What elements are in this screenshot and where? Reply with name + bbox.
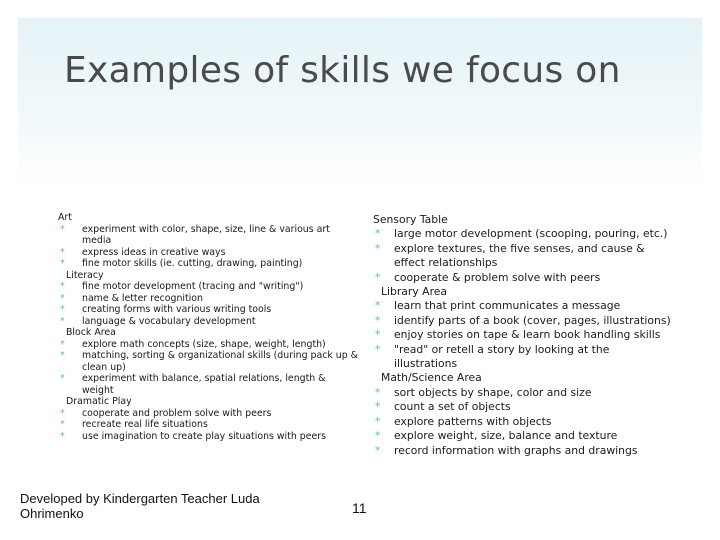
list-item-text: matching, sorting & organizational skills (during pack up & clean up) — [82, 350, 358, 373]
asterisk-bullet-icon: * — [375, 443, 381, 457]
list-item-text: sort objects by shape, color and size — [394, 385, 592, 399]
list-item — [58, 316, 358, 328]
list-item-text: name & letter recognition — [82, 292, 203, 304]
list-item — [373, 400, 673, 414]
page-number: 11 — [352, 500, 367, 516]
list-item — [58, 339, 358, 351]
asterisk-bullet-icon: * — [60, 338, 65, 350]
list-item-text: record information with graphs and drawings — [394, 443, 638, 457]
list-item-text: fine motor development (tracing and "writing") — [82, 281, 304, 292]
asterisk-bullet-icon: * — [375, 342, 381, 356]
list-item — [58, 293, 358, 305]
asterisk-bullet-icon: * — [375, 429, 381, 443]
asterisk-bullet-icon: * — [60, 292, 65, 304]
section-heading: Sensory Table — [373, 213, 448, 226]
footer-credit: Developed by Kindergarten Teacher Luda Ohrimenko — [20, 491, 260, 521]
list-item-text: explore patterns with objects — [394, 414, 552, 428]
section-heading: Math/Science Area — [381, 371, 482, 385]
asterisk-bullet-icon: * — [375, 414, 381, 428]
left-column — [58, 212, 358, 442]
asterisk-bullet-icon: * — [375, 241, 381, 255]
section-list — [373, 386, 673, 458]
section-heading: Literacy — [66, 269, 104, 281]
list-item — [58, 350, 358, 373]
list-item-text: cooperate & problem solve with peers — [394, 270, 601, 284]
asterisk-bullet-icon: * — [375, 227, 381, 241]
list-item-text: enjoy stories on tape & learn book handling skills — [394, 328, 661, 342]
list-item — [373, 299, 673, 313]
asterisk-bullet-icon: * — [60, 430, 65, 442]
title-background-band — [18, 18, 702, 188]
asterisk-bullet-icon: * — [60, 373, 65, 384]
asterisk-bullet-icon: * — [60, 419, 65, 430]
asterisk-bullet-icon: * — [60, 350, 65, 361]
list-item — [373, 328, 673, 342]
list-item-text: recreate real life situations — [82, 419, 208, 430]
list-item-text: creating forms with various writing tools — [82, 304, 272, 315]
asterisk-bullet-icon: * — [375, 299, 381, 313]
section-heading: Library Area — [381, 285, 448, 299]
list-item-text: express ideas in creative ways — [82, 246, 226, 258]
list-item-text: cooperate and problem solve with peers — [82, 407, 272, 419]
list-item — [58, 419, 358, 431]
list-item-text: explore math concepts (size, shape, weight, length) — [82, 338, 326, 350]
asterisk-bullet-icon: * — [60, 304, 65, 315]
list-item — [373, 415, 673, 429]
list-item — [58, 258, 358, 270]
list-item-text: large motor development (scooping, pouring, etc.) — [394, 227, 668, 241]
section-heading: Dramatic Play — [66, 396, 132, 407]
list-item — [58, 247, 358, 259]
list-item — [58, 373, 358, 396]
slide-title: Examples of skills we focus on — [64, 50, 621, 91]
list-item — [58, 224, 358, 247]
asterisk-bullet-icon: * — [375, 400, 381, 414]
section-list — [373, 299, 673, 371]
list-item — [373, 444, 673, 458]
list-item-text: count a set of objects — [394, 400, 511, 414]
list-item — [373, 242, 673, 271]
list-item — [373, 271, 673, 285]
section-list — [58, 224, 358, 270]
list-item — [373, 386, 673, 400]
section-list — [58, 281, 358, 327]
asterisk-bullet-icon: * — [60, 407, 65, 419]
section-heading: Art — [58, 212, 72, 223]
list-item — [373, 227, 673, 241]
list-item — [373, 343, 673, 372]
section-list — [58, 408, 358, 443]
list-item-text: experiment with balance, spatial relations, length & weight — [82, 373, 326, 396]
list-item-text: identify parts of a book (cover, pages, illustrations) — [394, 313, 671, 327]
list-item — [373, 314, 673, 328]
list-item-text: explore weight, size, balance and texture — [394, 429, 618, 443]
list-item — [373, 429, 673, 443]
list-item-text: learn that print communicates a message — [394, 299, 621, 313]
asterisk-bullet-icon: * — [60, 246, 65, 258]
right-column — [373, 213, 673, 458]
list-item-text: use imagination to create play situations with peers — [82, 430, 326, 442]
list-item-text: fine motor skills (ie. cutting, drawing, painting) — [82, 258, 303, 269]
asterisk-bullet-icon: * — [375, 328, 381, 342]
asterisk-bullet-icon: * — [60, 223, 65, 235]
asterisk-bullet-icon: * — [375, 385, 381, 399]
asterisk-bullet-icon: * — [60, 281, 65, 292]
list-item — [58, 431, 358, 443]
asterisk-bullet-icon: * — [375, 313, 381, 327]
section-heading: Block Area — [66, 327, 116, 338]
asterisk-bullet-icon: * — [60, 315, 65, 327]
list-item — [58, 304, 358, 316]
asterisk-bullet-icon: * — [60, 258, 65, 269]
section-list — [58, 339, 358, 397]
list-item-text: "read" or retell a story by looking at the illustrations — [394, 342, 610, 371]
list-item-text: language & vocabulary development — [82, 315, 256, 327]
list-item-text: explore textures, the five senses, and cause & effect relationships — [394, 241, 645, 270]
list-item-text: experiment with color, shape, size, line & various art media — [82, 223, 330, 246]
asterisk-bullet-icon: * — [375, 270, 381, 284]
list-item — [58, 408, 358, 420]
section-list — [373, 227, 673, 285]
list-item — [58, 281, 358, 293]
